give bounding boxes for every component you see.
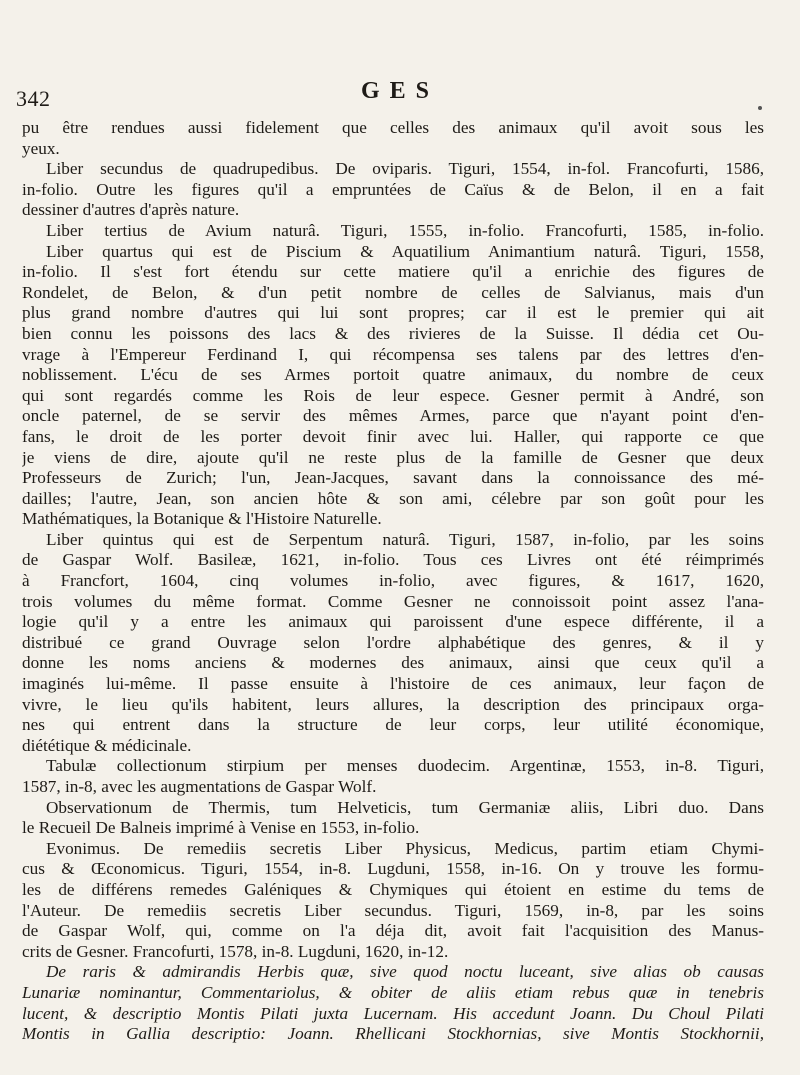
printer-mark bbox=[758, 106, 762, 110]
page-header bbox=[0, 76, 800, 110]
text-line: Liber tertius de Avium naturâ. Tiguri, 1555, in-folio. Francofurti, 1585, in-folio. bbox=[46, 220, 764, 240]
text-line: vrage à l'Empereur Ferdinand I, qui récompensa ses talens par des lettres d'en- bbox=[22, 344, 764, 364]
text-line: Tabulæ collectionum stirpium per menses duodecim. Argentinæ, 1553, in-8. Tiguri, bbox=[46, 756, 764, 776]
text-line: je viens de dire, ajoute qu'il ne reste plus de la famille de Gesner que deux bbox=[22, 447, 764, 467]
text-line: de Gaspar Wolf, qui, comme on l'a déja dit, avoit fait l'acquisition des Manus- bbox=[22, 921, 764, 941]
text-line: Mathématiques, la Botanique & l'Histoire Naturelle. bbox=[22, 509, 382, 529]
text-line: yeux. bbox=[22, 138, 60, 158]
text-line: De raris & admirandis Herbis quæ, sive quod noctu luceant, sive alias ob causas bbox=[46, 962, 764, 982]
text-line: Evonimus. De remediis secretis Liber Physicus, Medicus, partim etiam Chymi- bbox=[46, 838, 764, 858]
text-line: à Francfort, 1604, cinq volumes in-folio, avec figures, & 1617, 1620, bbox=[22, 571, 764, 591]
text-line: Lunariæ nominantur, Commentariolus, & obiter de aliis etiam rebus quæ in tenebris bbox=[22, 982, 764, 1002]
text-line: dailles; l'autre, Jean, son ancien hôte & son ami, célebre par son goût pour les bbox=[22, 488, 764, 508]
text-line: nes qui entrent dans la structure de leur corps, leur utilité économique, bbox=[22, 715, 764, 735]
text-line: in-folio. Il s'est fort étendu sur cette matiere qu'il a enrichie des figures de bbox=[22, 262, 764, 282]
running-head: GES bbox=[360, 78, 440, 104]
text-line: in-folio. Outre les figures qu'il a empruntées de Caïus & de Belon, il en a fait bbox=[22, 179, 764, 199]
text-line: crits de Gesner. Francofurti, 1578, in-8. Lugduni, 1620, in-12. bbox=[22, 941, 449, 961]
text-line: distribué ce grand Ouvrage selon l'ordre alphabétique des genres, & il y bbox=[22, 632, 764, 652]
text-line: 1587, in-8, avec les augmentations de Gaspar Wolf. bbox=[22, 777, 377, 796]
text-line: vivre, le lieu qu'ils habitent, leurs allures, la description des principaux orga- bbox=[22, 694, 764, 714]
text-line: le Recueil De Balneis imprimé à Venise en 1553, in-folio. bbox=[22, 818, 420, 838]
text-line: plus grand nombre d'autres qui lui sont propres; car il est le premier qui ait bbox=[22, 303, 764, 323]
text-line: oncle paternel, de se servir des mêmes Armes, parce que n'ayant point d'en- bbox=[22, 406, 764, 426]
text-line: dessiner d'autres d'après nature. bbox=[22, 200, 240, 220]
text-line: donne les noms anciens & modernes des animaux, ainsi que ceux qu'il a bbox=[22, 653, 764, 673]
text-line: trois volumes du même format. Comme Gesner ne connoissoit point assez l'ana- bbox=[22, 591, 764, 611]
text-line: Rondelet, de Belon, & d'un petit nombre de celles de Salvianus, mais d'un bbox=[22, 282, 764, 302]
body-text bbox=[22, 118, 764, 1045]
text-line: Liber secundus de quadrupedibus. De oviparis. Tiguri, 1554, in-fol. Francofurti, 1586, bbox=[46, 159, 764, 179]
text-line: Observationum de Thermis, tum Helveticis, tum Germaniæ aliis, Libri duo. Dans bbox=[46, 797, 764, 817]
text-line: l'Auteur. De remediis secretis Liber secundus. Tiguri, 1569, in-8, par les soins bbox=[22, 900, 764, 920]
page-number: 342 bbox=[16, 86, 51, 111]
text-line: Professeurs de Zurich; l'un, Jean-Jacques, savant dans la connoissance des mé- bbox=[22, 468, 764, 488]
text-line: fans, le droit de les porter devoit finir avec lui. Haller, qui rapporte ce que bbox=[22, 426, 764, 446]
text-line: cus & Œconomicus. Tiguri, 1554, in-8. Lugduni, 1558, in-16. On y trouve les formu- bbox=[22, 859, 764, 879]
text-line: Liber quintus qui est de Serpentum naturâ. Tiguri, 1587, in-folio, par les soins bbox=[46, 529, 764, 549]
text-line: pu être rendues aussi fidelement que celles des animaux qu'il avoit sous les bbox=[22, 118, 764, 137]
text-line: diététique & médicinale. bbox=[22, 735, 192, 755]
text-line: Montis in Gallia descriptio: Joann. Rhellicani Stockhornias, sive Montis Stockhornii, bbox=[22, 1024, 764, 1044]
text-line: noblissement. L'écu de ses Armes portoit quatre animaux, du nombre de ceux bbox=[22, 365, 764, 385]
text-line: les de différens remedes Galéniques & Chymiques qui étoient en estime du tems de bbox=[22, 879, 764, 899]
text-line: logie qu'il y a entre les animaux qui paroissent d'une espece différente, il a bbox=[22, 612, 764, 632]
text-line: bien connu les poissons des lacs & des rivieres de la Suisse. Il dédia cet Ou- bbox=[22, 323, 764, 343]
text-line: Liber quartus qui est de Piscium & Aquatilium Animantium naturâ. Tiguri, 1558, bbox=[46, 241, 764, 261]
text-line: de Gaspar Wolf. Basileæ, 1621, in-folio. Tous ces Livres ont été réimprimés bbox=[22, 550, 764, 570]
text-line: imaginés lui-même. Il passe ensuite à l'histoire de ces animaux, leur façon de bbox=[22, 674, 764, 694]
text-line: qui sont regardés comme les Rois de leur espece. Gesner permit à André, son bbox=[22, 385, 764, 405]
text-line: lucent, & descriptio Montis Pilati juxta Lucernam. His accedunt Joann. Du Choul Pilati bbox=[22, 1003, 764, 1023]
